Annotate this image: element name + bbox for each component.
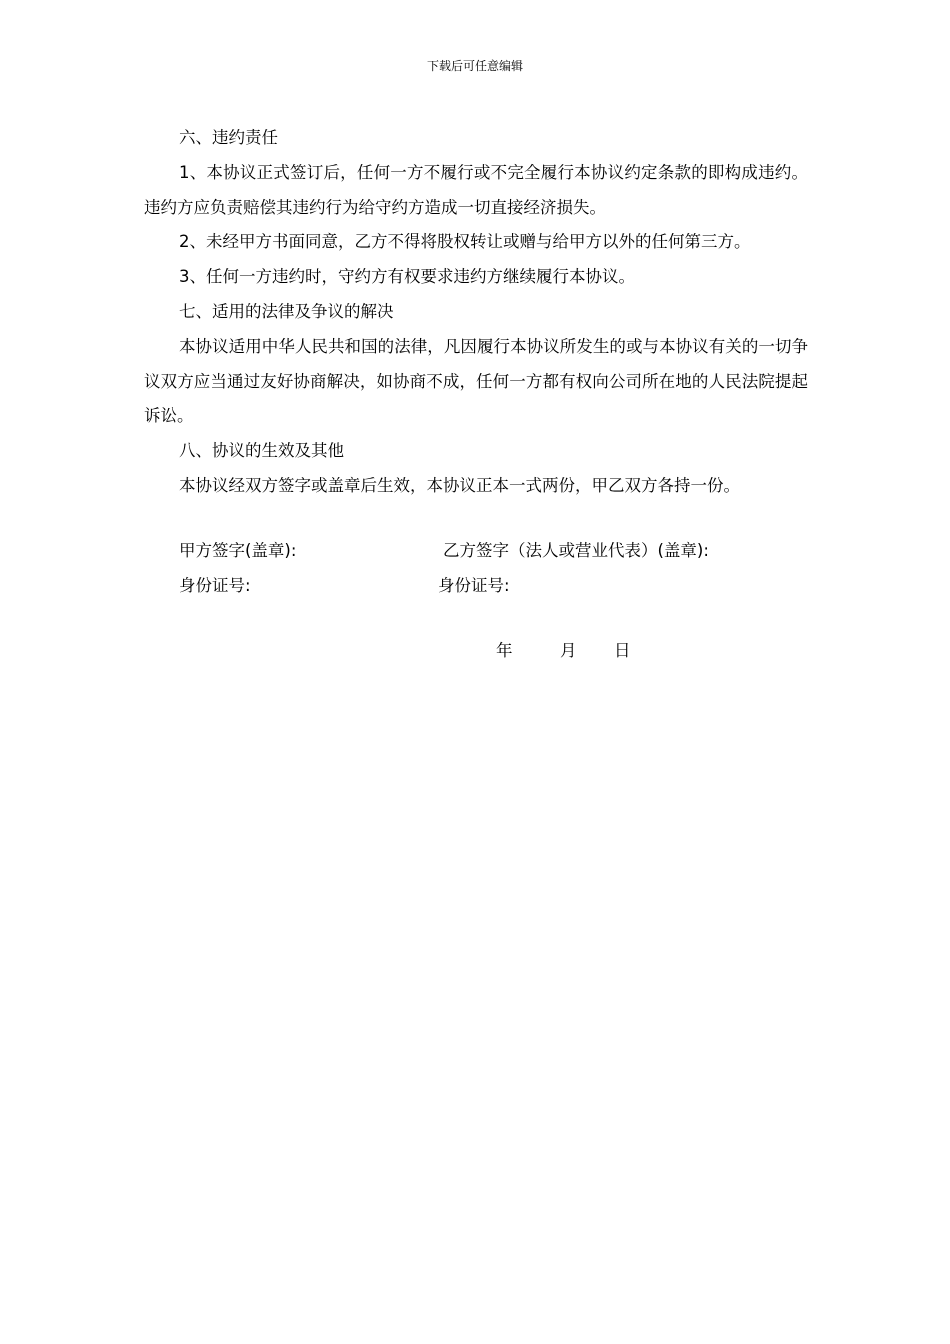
section-heading-effect: 八、协议的生效及其他 xyxy=(179,441,344,461)
header-note: 下载后可任意编辑 xyxy=(426,59,523,73)
breach-clause-2: 2、未经甲方书面同意，乙方不得将股权转让或赠与给甲方以外的任何第三方。 xyxy=(179,232,751,252)
date-day-label: 日 xyxy=(614,641,631,660)
date-month-label: 月 xyxy=(560,641,577,660)
section-heading-law: 七、适用的法律及争议的解决 xyxy=(179,301,394,321)
party-b-id-label: 身份证号: xyxy=(438,576,510,595)
date-line xyxy=(0,633,950,668)
id-row xyxy=(179,568,799,603)
party-a-id-label: 身份证号: xyxy=(179,576,251,595)
breach-clause-3: 3、任何一方违约时，守约方有权要求违约方继续履行本协议。 xyxy=(179,267,635,287)
effect-clause: 本协议经双方签字或盖章后生效，本协议正本一式两份，甲乙双方各持一份。 xyxy=(179,475,740,495)
law-clause: 本协议适用中华人民共和国的法律，凡因履行本协议所发生的或与本协议有关的一切争议双方应当通过友好协商解决，如协商不成，任何一方都有权向公司所在地的人民法院提起诉讼。 xyxy=(144,336,808,426)
signature-row xyxy=(179,533,799,568)
date-year-label: 年 xyxy=(496,641,513,660)
breach-clause-1: 1、本协议正式签订后，任何一方不履行或不完全履行本协议约定条款的即构成违约。违约方应负责赔偿其违约行为给守约方造成一切直接经济损失。 xyxy=(144,162,808,217)
section-heading-breach: 六、违约责任 xyxy=(179,128,278,147)
document-body xyxy=(144,121,808,504)
signature-block xyxy=(179,533,799,603)
party-b-signature-label: 乙方签字（法人或营业代表）(盖章): xyxy=(443,541,709,560)
party-a-signature-label: 甲方签字(盖章): xyxy=(179,541,297,560)
